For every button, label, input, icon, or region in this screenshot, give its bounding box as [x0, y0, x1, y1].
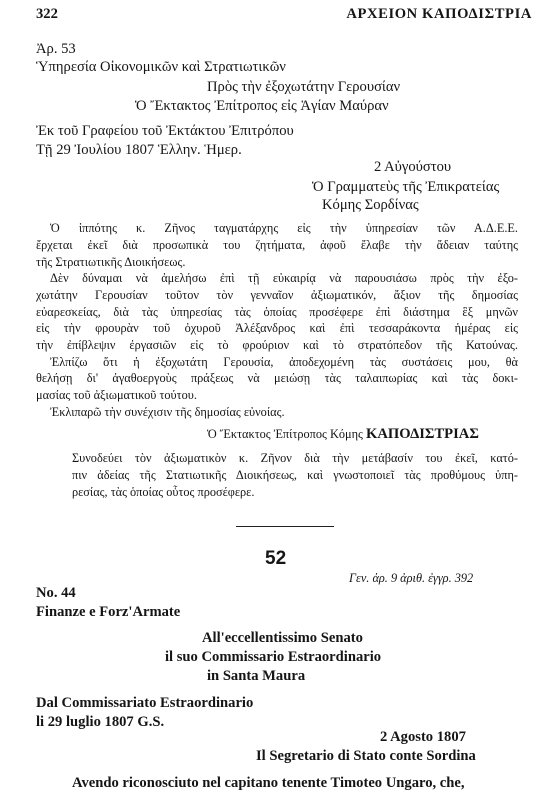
section-divider	[236, 526, 334, 527]
doc51-body-line: Ἐλπίζω ὅτι ἡ ἐξοχωτάτη Γερουσία, ἀποδεχομένη τὰς συστάσεις μου, θὰ	[50, 355, 518, 369]
doc51-origin-line-1: Ἐκ τοῦ Γραφείου τοῦ Ἐκτάκτου Ἐπιτρόπου	[36, 123, 294, 139]
doc52-department: Finanze e Forz'Armate	[36, 604, 181, 620]
doc51-recipient-line-1: Πρὸς τὴν ἐξοχωτάτην Γερουσίαν	[207, 79, 401, 95]
doc51-signature-title: Ὁ Ἔκτακτος Ἐπίτροπος Κόμης	[207, 427, 363, 441]
doc51-body-line: Δὲν δύναμαι νὰ ἀμελήσω ἐπὶ τῇ εὐκαιρίᾳ νὰ παρουσιάσω πρὸς τὴν ἐξο-	[50, 271, 518, 285]
doc51-recipient-line-2: Ὁ Ἔκτακτος Ἐπίτροπος εἰς Ἁγίαν Μαύραν	[135, 98, 389, 114]
running-title: ΑΡΧΕΙΟΝ ΚΑΠΟΔΙΣΤΡΙΑ	[346, 6, 532, 22]
doc51-body-line: τῆς Στρατιωτικῆς Διοικήσεως.	[36, 255, 186, 269]
doc51-body-line: εἰς τὴν φρουρὰν τοῦ ὀχυροῦ Ἀλέξανδρος καὶ ἐπὶ τεσσαράκοντα ἡμέρας εἰς	[36, 321, 518, 335]
doc52-recipient-line-2: il suo Commissario Estraordinario	[165, 649, 382, 665]
doc51-body-line: εὐαρεσκείας, διὰ τὰς ὑπηρεσίας τὰς ὁποίας προσέφερε ἐπὶ διάστημα ἓξ μηνῶν	[36, 305, 518, 319]
doc52-register-number: No. 44	[36, 585, 76, 601]
doc51-body-line: τὴν ἐπίβλεψιν ἐργασιῶν εἰς τὸ φρούριον καὶ τὸ στρατόπεδον τῆς Κατούνας.	[36, 338, 518, 352]
doc51-signature	[207, 425, 479, 443]
doc51-note-line: πιν ἀδείας τῆς Στατιωτικῆς Διοικήσεως, καὶ γνωστοποιεῖ τὰς προθύμους ὑπη-	[72, 468, 518, 482]
doc51-department: Ὑπηρεσία Οἰκονομικῶν καὶ Στρατιωτικῶν	[36, 59, 286, 75]
doc51-body-line: μασίας τοῦ ἀξιωματικοῦ τούτου.	[36, 388, 197, 402]
page-number: 322	[36, 6, 58, 22]
doc52-origin-line-2: li 29 luglio 1807 G.S.	[36, 714, 165, 730]
doc51-origin-line-2: Τῇ 29 Ἰουλίου 1807 Ἑλλην. Ἡμερ.	[36, 142, 242, 158]
doc51-body-line: θελήσῃ δι' ἀγαθοεργοὺς πράξεως νὰ μειώσῃ τὰς ταλαιπωρίας καὶ τὰς δοκι-	[36, 371, 518, 385]
doc51-body-line: Ὁ ἱππότης κ. Ζῆνος ταγματάρχης εἰς τὴν ὑπηρεσίαν τῶν Α.Δ.Ε.Ε.	[50, 221, 518, 235]
doc51-secretary-title: Ὁ Γραμματεὺς τῆς Ἐπικρατείας	[312, 179, 500, 195]
doc51-number: Ἀρ. 53	[36, 41, 76, 57]
doc51-body-line: χωτάτην Γερουσίαν τοῦτον τὸν γενναῖον ἀξιωματικόν, ἄξιον τῆς δημοσίας	[36, 288, 518, 302]
doc52-recipient-line-1: All'eccellentissimo Senato	[202, 630, 363, 646]
doc52-archive-ref: Γεν. ἀρ. 9 ἀριθ. ἐγγρ. 392	[349, 571, 474, 585]
doc51-note-line: Συνοδεύει τὸν ἀξιωματικὸν κ. Ζῆνον διὰ τὴν μετάβασίν του ἐκεῖ, κατό-	[72, 451, 518, 465]
doc51-body-line: ἔρχεται ἐκεῖ διὰ προσωπικὰ του ζητήματα, ἀφοῦ ἔλαβε τὴν ἄδειαν ταύτης	[36, 238, 518, 252]
doc51-body-line: Ἐκλιπαρῶ τὴν συνέχισιν τῆς δημοσίας εὐνοίας.	[50, 405, 285, 419]
doc52-number: 52	[265, 548, 287, 569]
doc52-received-date: 2 Agosto 1807	[380, 729, 466, 745]
doc51-signature-name: ΚΑΠΟΔΙΣΤΡΙΑΣ	[365, 426, 479, 442]
doc51-received-date: 2 Αὐγούστου	[374, 159, 452, 175]
doc51-secretary-name: Κόμης Σορδίνας	[322, 197, 419, 213]
doc51-note-line: ρεσίας, τὰς ὁποίας οὗτος προσέφερε.	[72, 485, 255, 499]
doc52-body-line: Avendo riconosciuto nel capitano tenente Timoteo Ungaro, che,	[72, 775, 465, 791]
doc52-origin-line-1: Dal Commissariato Estraordinario	[36, 695, 254, 711]
doc52-recipient-line-3: in Santa Maura	[207, 668, 306, 684]
doc52-secretary: Il Segretario di Stato conte Sordina	[256, 748, 476, 764]
